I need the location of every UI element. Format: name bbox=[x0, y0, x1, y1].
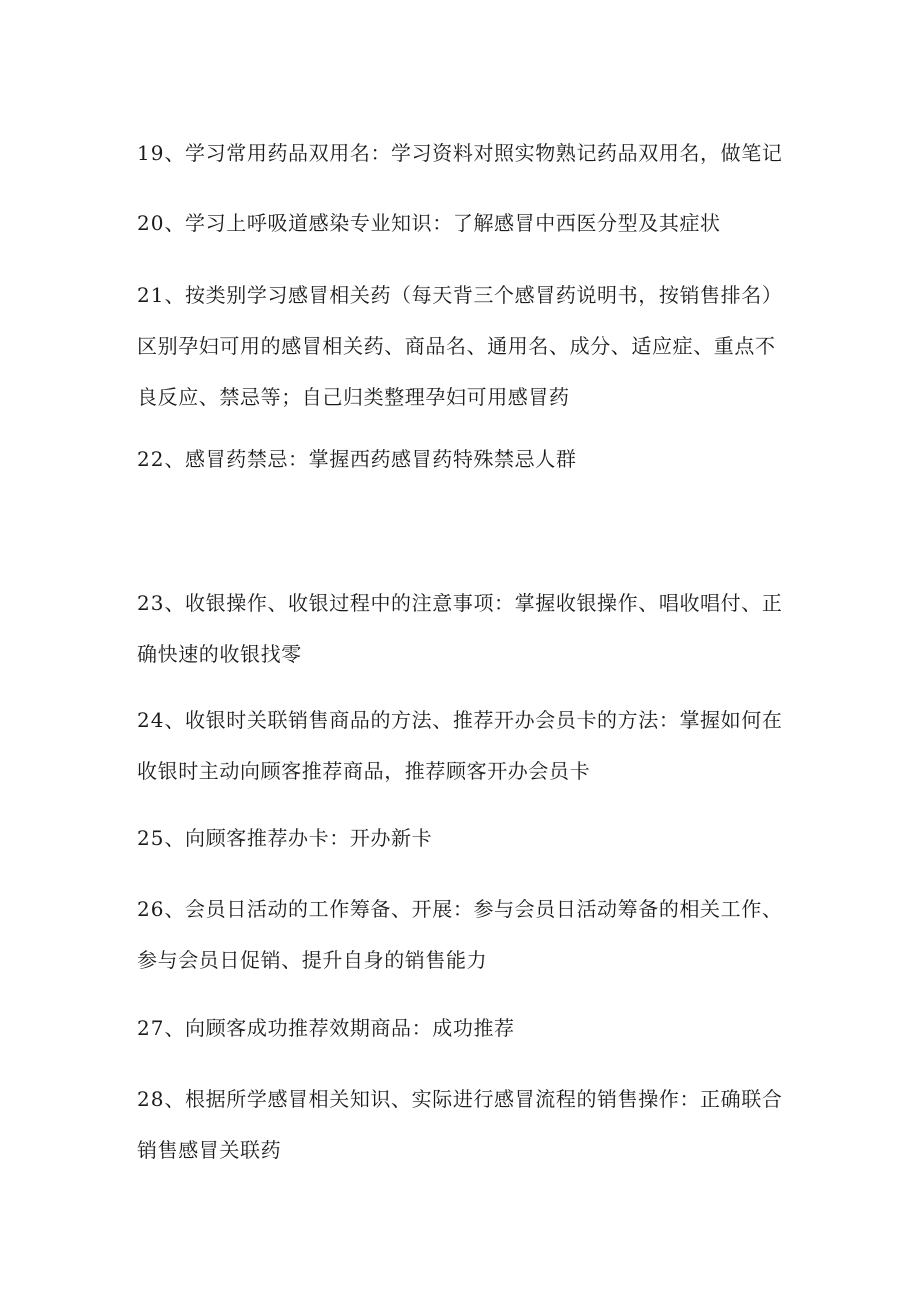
item-text: 、学习上呼吸道感染专业知识：了解感冒中西医分型及其症状 bbox=[164, 211, 721, 235]
item-text: 、感冒药禁忌：掌握西药感冒药特殊禁忌人群 bbox=[164, 447, 577, 471]
list-item-27 bbox=[137, 1003, 789, 1054]
list-item-28 bbox=[137, 1074, 789, 1176]
list-item-26 bbox=[137, 884, 789, 986]
item-number: 26 bbox=[137, 897, 165, 921]
list-item-24 bbox=[137, 695, 789, 797]
list-item-21 bbox=[137, 270, 789, 423]
item-number: 20 bbox=[137, 211, 165, 235]
list-item-25 bbox=[137, 813, 789, 864]
item-text: 、向顾客推荐办卡：开办新卡 bbox=[164, 826, 433, 850]
item-text: 、收银操作、收银过程中的注意事项：掌握收银操作、唱收唱付、正确快速的收银找零 bbox=[137, 591, 783, 666]
item-text: 、按类别学习感冒相关药（每天背三个感冒药说明书，按销售排名）区别孕妇可用的感冒相关药、商品名、通用名、成分、适应症、重点不良反应、禁忌等；自己归类整理孕妇可用感冒药 bbox=[137, 283, 783, 409]
item-number: 24 bbox=[137, 708, 165, 732]
item-text: 、向顾客成功推荐效期商品：成功推荐 bbox=[164, 1016, 515, 1040]
item-text: 、会员日活动的工作筹备、开展：参与会员日活动筹备的相关工作、参与会员日促销、提升自身的销售能力 bbox=[137, 897, 783, 972]
item-number: 19 bbox=[137, 141, 165, 165]
list-item-19 bbox=[137, 128, 789, 179]
item-number: 27 bbox=[137, 1016, 165, 1040]
list-item-23 bbox=[137, 578, 789, 680]
item-text: 、收银时关联销售商品的方法、推荐开办会员卡的方法：掌握如何在收银时主动向顾客推荐商品，推荐顾客开办会员卡 bbox=[137, 708, 783, 783]
item-number: 28 bbox=[137, 1087, 165, 1111]
item-number: 23 bbox=[137, 591, 165, 615]
item-number: 22 bbox=[137, 447, 165, 471]
item-number: 25 bbox=[137, 826, 165, 850]
item-number: 21 bbox=[137, 283, 165, 307]
list-item-22 bbox=[137, 434, 789, 485]
item-text: 、学习常用药品双用名：学习资料对照实物熟记药品双用名，做笔记 bbox=[164, 141, 783, 165]
list-item-20 bbox=[137, 198, 789, 249]
item-text: 、根据所学感冒相关知识、实际进行感冒流程的销售操作：正确联合销售感冒关联药 bbox=[137, 1087, 783, 1162]
